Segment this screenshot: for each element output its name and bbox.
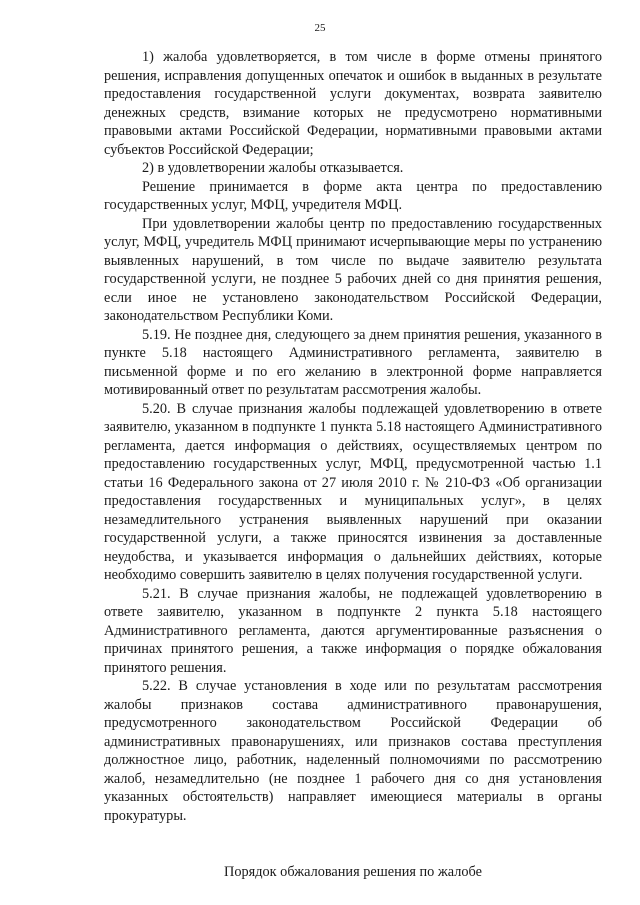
paragraph-clause-5-19: 5.19. Не позднее дня, следующего за днем принятия решения, указанного в пункте 5.18 настоящего Административного регламента, заявителю в письменной форме и по его желанию в электронной форме направляется мотивированный ответ по результатам рассмотрения жалобы. — [104, 326, 602, 398]
page-body — [104, 48, 602, 882]
paragraph-remedy-measures: При удовлетворении жалобы центр по предоставлению государственных услуг, МФЦ, учредитель МФЦ принимают исчерпывающие меры по устранению выявленных нарушений, в том числе по выдаче заявителю результата государственной услуги, не позднее 5 рабочих дней со дня принятия решения, если иное не установлено законодательством Российской Федерации, законодательством Республики Коми. — [104, 215, 602, 324]
paragraph-clause-5-21: 5.21. В случае признания жалобы, не подлежащей удовлетворению в ответе заявителю, указанном в подпункте 2 пункта 5.18 настоящего Административного регламента, даются аргументированные разъяснения о причинах принятого решения, а также информация о порядке обжалования принятого решения. — [104, 585, 602, 676]
paragraph-decision-granted: 1) жалоба удовлетворяется, в том числе в форме отмены принятого решения, исправления допущенных опечаток и ошибок в выданных в результате предоставления государственной услуги документах, возврата заявителю денежных средств, взимание которых не предусмотрено нормативными правовыми актами Российской Федерации, нормативными правовыми актами субъектов Российской Федерации; — [104, 49, 602, 158]
page-number: 25 — [314, 22, 326, 34]
section-heading: Порядок обжалования решения по жалобе — [224, 864, 482, 880]
paragraph-decision-refused: 2) в удовлетворении жалобы отказывается. — [142, 160, 404, 176]
paragraph-clause-5-20: 5.20. В случае признания жалобы подлежащей удовлетворению в ответе заявителю, указанном в подпункте 1 пункта 5.18 настоящего Административного регламента, дается информация о действиях, осуществляемых центром по предоставлению государственных услуг, МФЦ, предусмотренной частью 1.1 статьи 16 Федерального закона от 27 июля 2010 г. № 210-ФЗ «Об организации предоставления государственных и муниципальных услуг», в целях незамедлительного устранения выявленных нарушений при оказании государственной услуги, а также приносятся извинения за доставленные неудобства, и указывается информация о дальнейших действиях, которые необходимо совершить заявителю в целях получения государственной услуги. — [104, 400, 602, 583]
paragraph-clause-5-22: 5.22. В случае установления в ходе или по результатам рассмотрения жалобы признаков состава административного правонарушения, предусмотренного законодательством Российской Федерации об административных правонарушениях, или признаков состава преступления должностное лицо, работник, наделенный полномочиями по рассмотрению жалоб, незамедлительно (не позднее 1 рабочего дня со дня установления указанных обстоятельств) направляет имеющиеся материалы в органы прокуратуры. — [104, 678, 602, 824]
paragraph-decision-form: Решение принимается в форме акта центра по предоставлению государственных услуг, МФЦ, учредителя МФЦ. — [104, 178, 602, 213]
